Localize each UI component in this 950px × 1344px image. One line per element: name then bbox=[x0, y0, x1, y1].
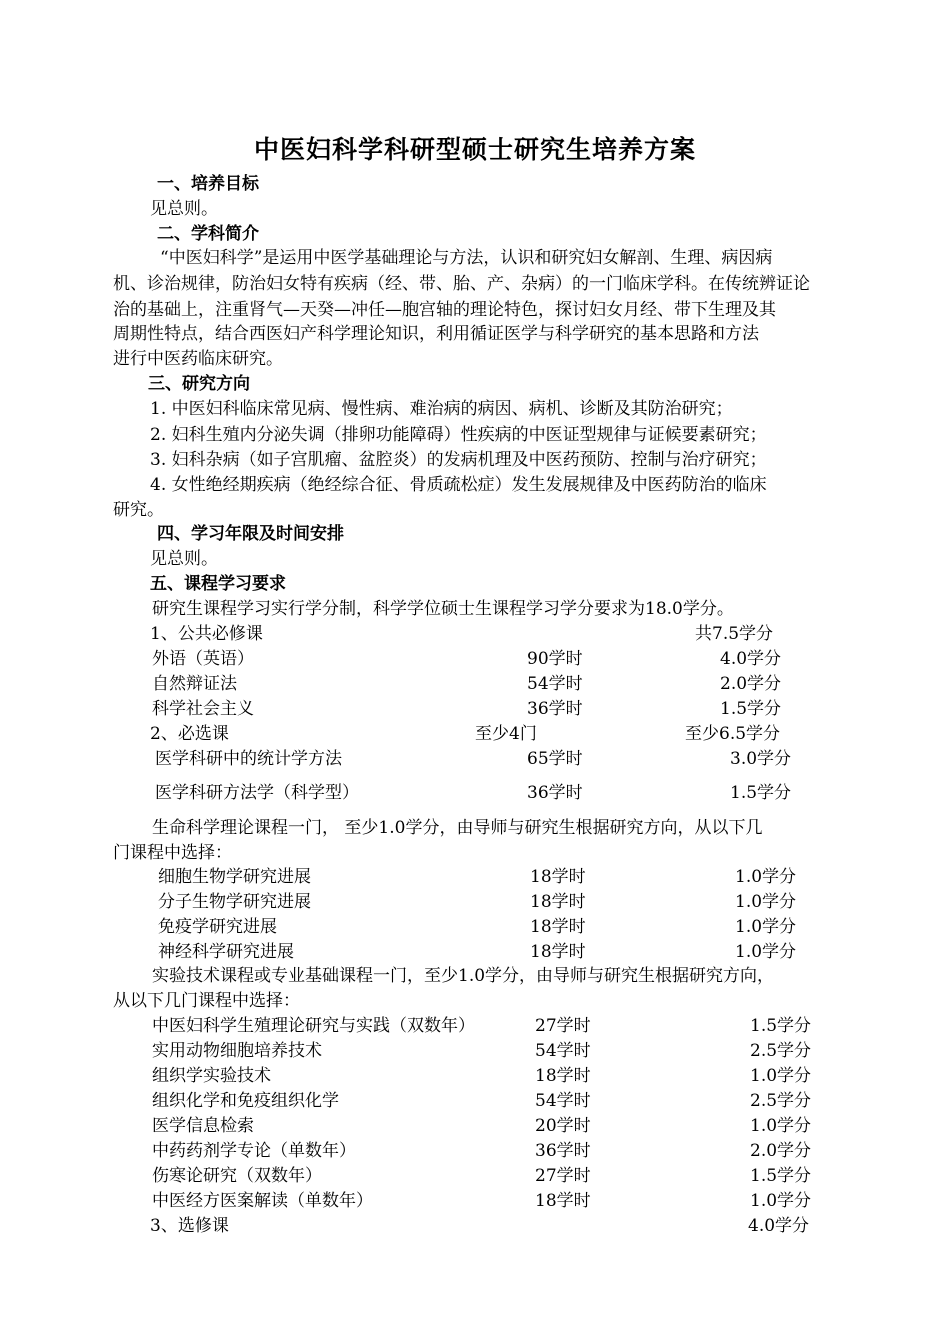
research-item: 2. 妇科生殖内分泌失调（排卵功能障碍）性疾病的中医证型规律与证候要素研究； bbox=[150, 425, 767, 445]
research-item: 1. 中医妇科临床常见病、慢性病、难治病的病因、病机、诊断及其防治研究； bbox=[150, 399, 733, 419]
section-heading-intro: 二、学科简介 bbox=[157, 224, 259, 244]
course-group-total: 4.0学分 bbox=[748, 1216, 810, 1236]
course-group-count: 至少4门 bbox=[475, 724, 537, 744]
research-item: 研究。 bbox=[113, 500, 164, 520]
course-name: 医学信息检索 bbox=[152, 1116, 254, 1136]
course-name: 细胞生物学研究进展 bbox=[158, 867, 311, 887]
course-name: 外语（英语） bbox=[152, 649, 254, 669]
lab-text: 从以下几门课程中选择： bbox=[113, 991, 300, 1011]
research-item: 4. 女性绝经期疾病（绝经综合征、骨质疏松症）发生发展规律及中医药防治的临床 bbox=[150, 475, 767, 495]
section-heading-goals: 一、培养目标 bbox=[157, 174, 259, 194]
course-hours: 27学时 bbox=[535, 1016, 591, 1036]
course-credits: 1.0学分 bbox=[735, 942, 797, 962]
section-heading-research: 三、研究方向 bbox=[148, 374, 250, 394]
course-hours: 20学时 bbox=[535, 1116, 591, 1136]
course-hours: 18学时 bbox=[535, 1191, 591, 1211]
course-name: 分子生物学研究进展 bbox=[158, 892, 311, 912]
document-title: 中医妇科学科研型硕士研究生培养方案 bbox=[253, 135, 696, 164]
course-credits: 2.0学分 bbox=[720, 674, 782, 694]
course-hours: 18学时 bbox=[530, 917, 586, 937]
course-hours: 18学时 bbox=[535, 1066, 591, 1086]
course-name: 科学社会主义 bbox=[152, 699, 254, 719]
course-hours: 36学时 bbox=[527, 783, 583, 803]
section-heading-duration: 四、学习年限及时间安排 bbox=[157, 524, 344, 544]
course-hours: 18学时 bbox=[530, 942, 586, 962]
course-credits: 1.0学分 bbox=[750, 1066, 812, 1086]
course-credits: 1.5学分 bbox=[750, 1166, 812, 1186]
course-hours: 90学时 bbox=[527, 649, 583, 669]
course-credits: 1.0学分 bbox=[735, 892, 797, 912]
course-credits: 2.0学分 bbox=[750, 1141, 812, 1161]
course-credits: 1.5学分 bbox=[720, 699, 782, 719]
lab-text: 实验技术课程或专业基础课程一门，至少1.0学分，由导师与研究生根据研究方向， bbox=[152, 966, 775, 986]
course-hours: 27学时 bbox=[535, 1166, 591, 1186]
course-name: 自然辩证法 bbox=[152, 674, 237, 694]
course-hours: 36学时 bbox=[527, 699, 583, 719]
course-credits: 3.0学分 bbox=[730, 749, 792, 769]
intro-line: 治的基础上，注重肾气—天癸—冲任—胞宫轴的理论特色，探讨妇女月经、带下生理及其 bbox=[113, 300, 776, 320]
course-group-total: 至少6.5学分 bbox=[685, 724, 781, 744]
course-name: 组织学实验技术 bbox=[152, 1066, 271, 1086]
intro-line: 进行中医药临床研究。 bbox=[113, 349, 283, 369]
course-name: 伤寒论研究（双数年） bbox=[152, 1166, 322, 1186]
section-body-goals: 见总则。 bbox=[150, 199, 218, 219]
course-credits: 1.5学分 bbox=[730, 783, 792, 803]
intro-line: 周期性特点，结合西医妇产科学理论知识，利用循证医学与科学研究的基本思路和方法 bbox=[113, 324, 759, 344]
course-credits: 1.0学分 bbox=[735, 917, 797, 937]
course-group-label: 3、选修课 bbox=[150, 1216, 229, 1236]
course-credits: 1.5学分 bbox=[750, 1016, 812, 1036]
course-hours: 18学时 bbox=[530, 892, 586, 912]
intro-line: 机、诊治规律，防治妇女特有疾病（经、带、胎、产、杂病）的一门临床学科。在传统辨证论 bbox=[113, 274, 810, 294]
course-name: 神经科学研究进展 bbox=[158, 942, 294, 962]
course-group-label: 1、公共必修课 bbox=[150, 624, 263, 644]
course-hours: 54学时 bbox=[535, 1041, 591, 1061]
course-credits: 1.0学分 bbox=[750, 1191, 812, 1211]
research-item: 3. 妇科杂病（如子宫肌瘤、盆腔炎）的发病机理及中医药预防、控制与治疗研究； bbox=[150, 450, 767, 470]
section-body-duration: 见总则。 bbox=[150, 549, 218, 569]
course-name: 中医经方医案解读（单数年） bbox=[152, 1191, 373, 1211]
intro-line: “中医妇科学”是运用中医学基础理论与方法，认识和研究妇女解剖、生理、病因病 bbox=[160, 248, 773, 268]
life-science-text: 门课程中选择： bbox=[113, 843, 232, 863]
section-heading-courses: 五、课程学习要求 bbox=[150, 574, 286, 594]
course-name: 中医妇科学生殖理论研究与实践（双数年） bbox=[152, 1016, 475, 1036]
course-name: 医学科研方法学（科学型） bbox=[155, 783, 359, 803]
course-name: 免疫学研究进展 bbox=[158, 917, 277, 937]
course-credits: 2.5学分 bbox=[750, 1041, 812, 1061]
course-credits: 4.0学分 bbox=[720, 649, 782, 669]
course-hours: 36学时 bbox=[535, 1141, 591, 1161]
course-name: 医学科研中的统计学方法 bbox=[155, 749, 342, 769]
life-science-text: 生命科学理论课程一门， 至少1.0学分，由导师与研究生根据研究方向，从以下几 bbox=[152, 818, 763, 838]
courses-intro: 研究生课程学习实行学分制，科学学位硕士生课程学习学分要求为18.0学分。 bbox=[152, 599, 734, 619]
course-hours: 18学时 bbox=[530, 867, 586, 887]
course-credits: 1.0学分 bbox=[750, 1116, 812, 1136]
course-name: 实用动物细胞培养技术 bbox=[152, 1041, 322, 1061]
course-group-total: 共7.5学分 bbox=[695, 624, 774, 644]
course-credits: 1.0学分 bbox=[735, 867, 797, 887]
course-hours: 65学时 bbox=[527, 749, 583, 769]
course-hours: 54学时 bbox=[535, 1091, 591, 1111]
course-name: 中药药剂学专论（单数年） bbox=[152, 1141, 356, 1161]
course-group-label: 2、必选课 bbox=[150, 724, 229, 744]
course-name: 组织化学和免疫组织化学 bbox=[152, 1091, 339, 1111]
course-hours: 54学时 bbox=[527, 674, 583, 694]
course-credits: 2.5学分 bbox=[750, 1091, 812, 1111]
